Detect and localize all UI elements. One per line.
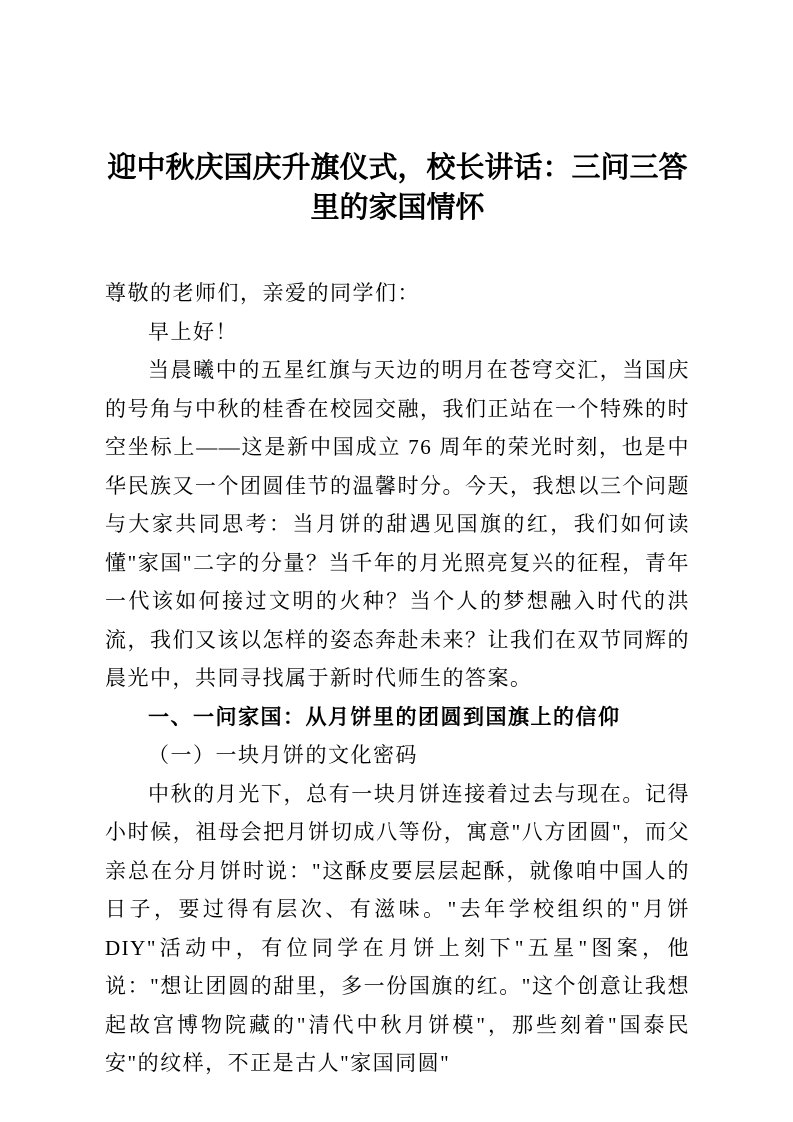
subsection-heading-1-1: （一）一块月饼的文化密码 bbox=[148, 743, 418, 767]
section-1-paragraph-1: 中秋的月光下，总有一块月饼连接着过去与现在。记得小时候，祖母会把月饼切成八等份，寓意"八方团圆"，而父亲总在分月饼时说："这酥皮要层层起酥，就像咱中国人的日子，要过得有层次、有滋味。"去年学校组织的"月饼 DIY"活动中，有位同学在月饼上刻下"五星"图案，他说："想让团圆的甜里，多一份国旗的红。"这个创意让我想起故宫博物院藏的"清代中秋月饼模"，那些刻着"国泰民安"的纹样，不正是古人"家国同圆" bbox=[105, 781, 690, 1075]
section-heading-1: 一、一问家国：从月饼里的团圆到国旗上的信仰 bbox=[148, 704, 621, 729]
salutation-line: 尊敬的老师们，亲爱的同学们： bbox=[105, 281, 420, 305]
opening-paragraph: 当晨曦中的五星红旗与天边的明月在苍穹交汇，当国庆的号角与中秋的桂香在校园交融，我们正站在一个特殊的时空坐标上——这是新中国成立 76 周年的荣光时刻，也是中华民族又一个团圆佳节的温馨时分。今天，我想以三个问题与大家共同思考：当月饼的甜遇见国旗的红，我们如何读懂"家国"二字的分量？当千年的月光照亮复兴的征程，青年一代该如何接过文明的火种？当个人的梦想融入时代的洪流，我们又该以怎样的姿态奔赴未来？让我们在双节同辉的晨光中，共同寻找属于新时代师生的答案。 bbox=[105, 358, 690, 690]
greeting-line: 早上好！ bbox=[148, 319, 238, 344]
document-title: 迎中秋庆国庆升旗仪式，校长讲话：三问三答里的家国情怀 bbox=[107, 152, 688, 224]
